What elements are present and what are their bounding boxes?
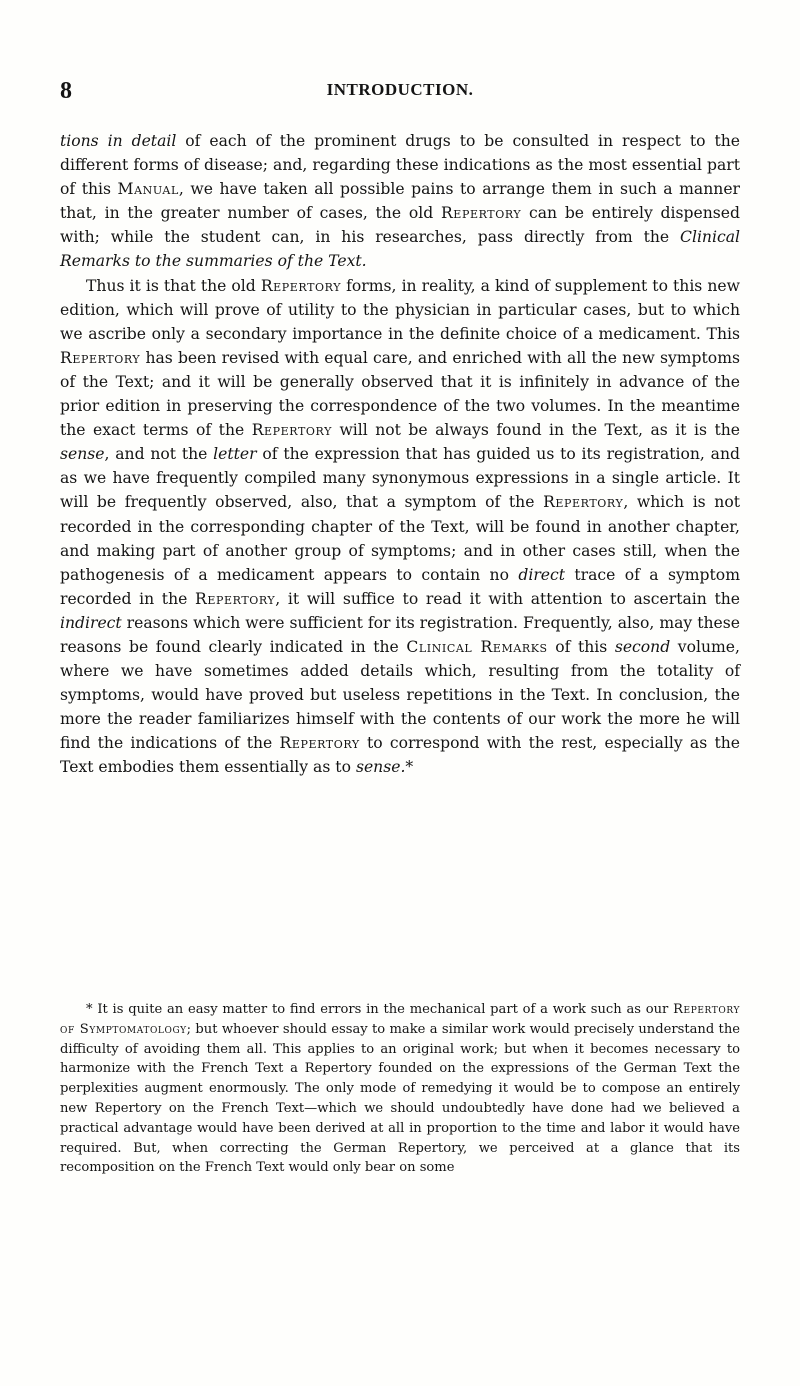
small-caps-text: Repertory of Symptomatology [60,1002,740,1037]
text-run: forms, in reality, a kind of supplement to this new edition, which will prove of utility to the physician in particular cases, but to which we ascribe only a secondary importance in the definite choice of a medicament. This [60,276,740,343]
footnote-paragraph [60,1000,740,1178]
small-caps-text: Repertory [543,493,624,512]
italic-text: direct [518,565,566,584]
italic-text: sense.* [355,758,414,777]
italic-text: letter [213,445,257,464]
text-run: of each of the prominent drugs to be consulted in respect to the different forms of disease; and, regarding these indications as the most essential part of this [60,132,740,199]
text-run: of the expression that has guided us to its registration, and as we have frequently compiled many synonymous expressions in a single article. It will be frequently observed, also, that a symptom of the [60,445,740,512]
text-run: reasons which were sufficient for its registration. Frequently, also, may these reasons be found clearly indicated in the [60,613,740,656]
small-caps-text: Clinical Remarks [406,637,548,656]
paragraph [60,129,740,274]
italic-text: Clinical Remarks to the summaries of the Text. [60,228,740,271]
text-run: to correspond with the rest, especially as the Text embodies them essentially as to [60,734,740,777]
text-run: , we have taken all possible pains to arrange them in such a manner that, in the greater number of cases, the old [60,180,740,223]
small-caps-text: Repertory [260,276,342,295]
text-run: has been revised with equal care, and enriched with all the new symptoms of the Text; and it will be generally observed that it is infinitely in advance of the prior edition in preserving the correspondence of the two volumes. In the meantime the exact terms of the [60,348,740,440]
text-run: , it will suffice to read it with attention to ascertain the [275,589,741,608]
text-run: can be entirely dispensed with; while the student can, in his researches, pass directly from the [60,204,740,247]
paragraph [60,274,740,780]
running-head: INTRODUCTION. [326,80,474,99]
italic-text: indirect [60,613,122,632]
small-caps-text: Repertory [195,589,276,608]
text-run: ; but whoever should essay to make a similar work would precisely understand the difficulty of avoiding them all. This applies to an original work; but when it becomes necessary to harmonize with the French Text a Repertory founded on the expressions of the German Text the perplexities augment enormously. The only mode of remedying it would be to compose an entirely new Repertory on the French Text—which we should undoubtedly have done had we believed a practical advantage would have been derived at all in proportion to the time and labor it would have required. But, when correcting the German Repertory, we perceived at a glance that its recomposition on the French Text would only bear on some [60,1021,741,1176]
text-run: of this [547,637,615,656]
text-run: * It is quite an easy matter to find errors in the mechanical part of a work such as our [86,1002,674,1017]
text-run: will not be always found in the Text, as it is the [331,421,740,440]
text-run: Thus it is that the old [86,276,261,295]
small-caps-text: Repertory [279,734,360,753]
small-caps-text: Repertory [440,204,522,223]
text-run: trace of a symptom recorded in the [60,565,740,608]
italic-text: second [614,637,671,656]
body-text [60,129,740,780]
italic-text: tions in detail [60,132,177,150]
text-run: , and not the [104,445,214,464]
small-caps-text: Repertory [251,421,332,440]
page-number: 8 [60,78,72,104]
page-header [60,78,740,104]
small-caps-text: Repertory [60,348,141,367]
small-caps-text: Manual [117,180,179,199]
footnote [60,1000,740,1178]
text-run: volume, where we have sometimes added details which, resulting from the totality of symptoms, would have proved but useless repetitions in the Text. In conclusion, the more the reader familiarizes himself with the contents of our work the more he will find the indications of the [60,637,740,753]
text-run: , which is not recorded in the corresponding chapter of the Text, will be found in another chapter, and making part of another group of symptoms; and in other cases still, when the pathogenesis of a medicament appears to contain no [60,493,740,584]
italic-text: sense [60,445,105,464]
